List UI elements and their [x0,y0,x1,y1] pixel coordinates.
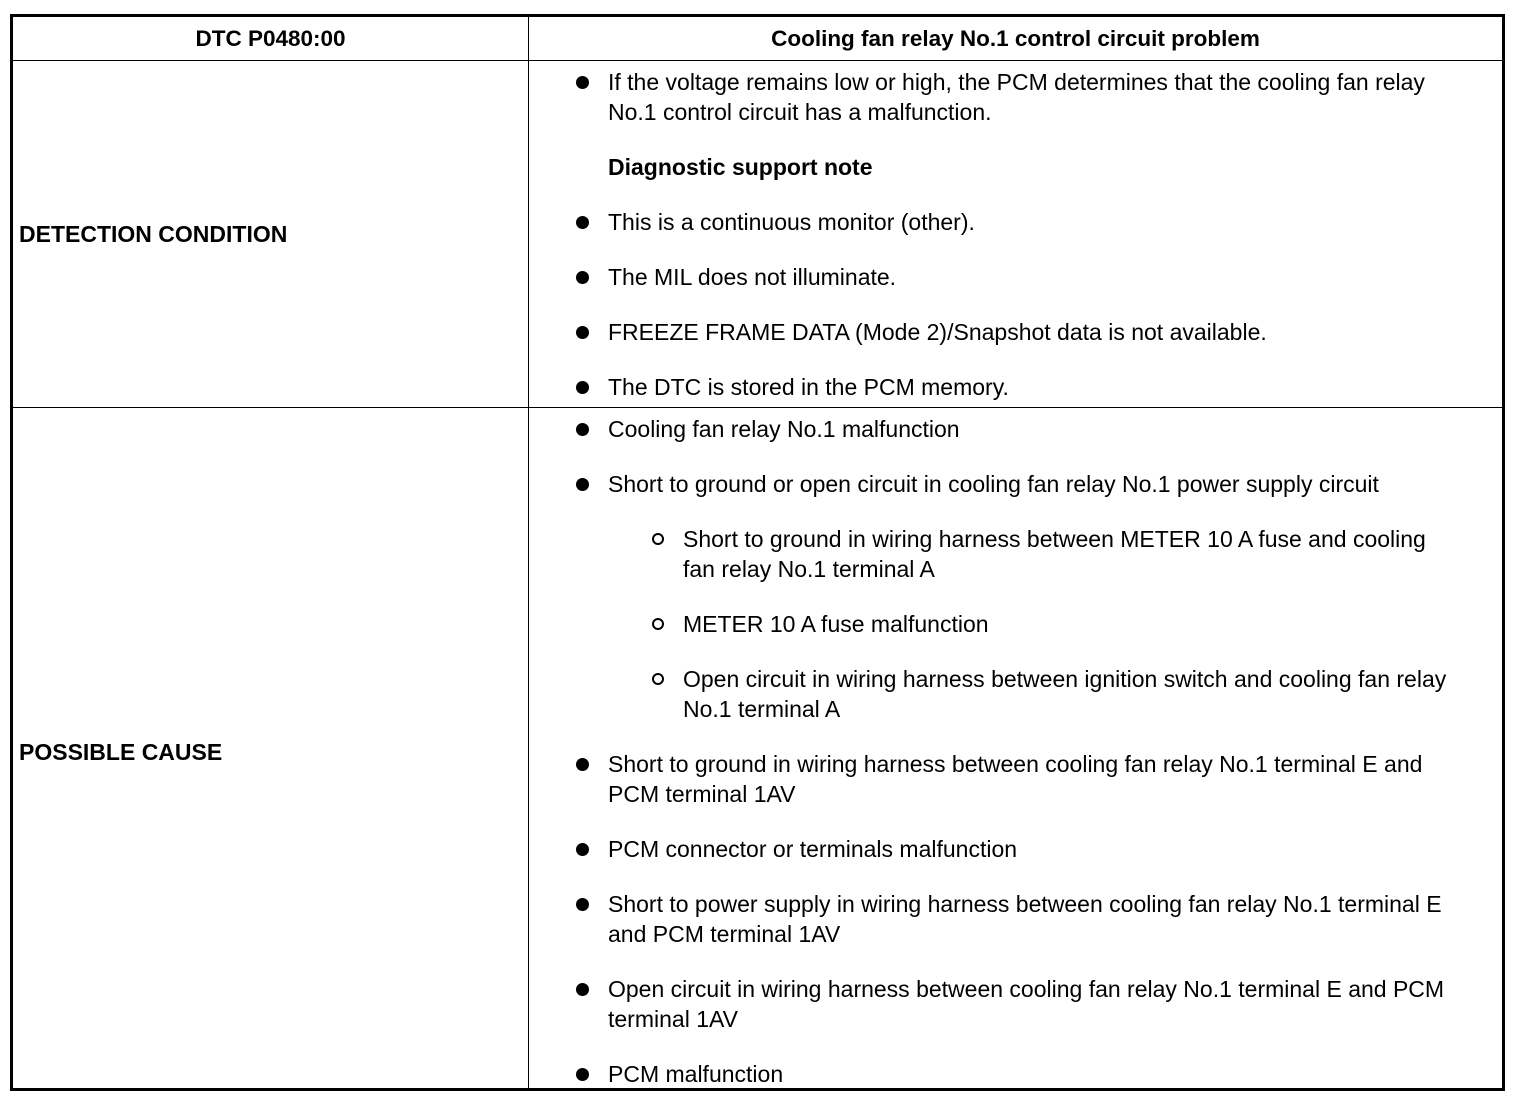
detection-condition-label: DETECTION CONDITION [19,221,288,247]
bullet-icon [576,758,589,771]
cause-item: Open circuit in wiring harness between cooling fan relay No.1 terminal E and PCM terminal 1AV [608,976,1445,1032]
sub-bullet-icon [652,673,664,685]
bullet-icon [576,423,589,436]
row-divider [13,407,1502,408]
note-item: FREEZE FRAME DATA (Mode 2)/Snapshot data is not available. [608,319,1267,345]
bullet-icon [576,843,589,856]
bullet-icon [576,983,589,996]
cause-item: Short to power supply in wiring harness between cooling fan relay No.1 terminal E and PCM terminal 1AV [608,891,1442,947]
cause-sub-item: Open circuit in wiring harness between ignition switch and cooling fan relay No.1 terminal A [683,666,1447,722]
bullet-icon [576,76,589,89]
bullet-icon [576,381,589,394]
cause-item: PCM malfunction [608,1061,784,1087]
cause-sub-item: METER 10 A fuse malfunction [683,611,989,637]
note-item: This is a continuous monitor (other). [608,209,975,235]
sub-bullet-icon [652,533,664,545]
cause-item: Short to ground or open circuit in cooling fan relay No.1 power supply circuit [608,471,1379,497]
bullet-icon [576,478,589,491]
column-divider [528,17,529,1088]
bullet-icon [576,1068,589,1081]
possible-cause-label: POSSIBLE CAUSE [19,739,223,765]
bullet-icon [576,326,589,339]
diagnostic-note-title: Diagnostic support note [608,154,873,180]
note-item: The DTC is stored in the PCM memory. [608,374,1009,400]
bullet-icon [576,898,589,911]
bullet-icon [576,216,589,229]
cause-item: PCM connector or terminals malfunction [608,836,1018,862]
cause-item: Short to ground in wiring harness between cooling fan relay No.1 terminal E and PCM terminal 1AV [608,751,1423,807]
dtc-code-header: DTC P0480:00 [195,26,346,51]
cause-item: Cooling fan relay No.1 malfunction [608,416,960,442]
bullet-icon [576,271,589,284]
cause-sub-item: Short to ground in wiring harness between METER 10 A fuse and cooling fan relay No.1 terminal A [683,526,1426,582]
sub-bullet-icon [652,618,664,630]
dtc-table [10,14,1505,1091]
dtc-title-header: Cooling fan relay No.1 control circuit problem [771,26,1260,51]
detection-item: If the voltage remains low or high, the PCM determines that the cooling fan relay No.1 control circuit has a malfunction. [608,69,1425,125]
note-item: The MIL does not illuminate. [608,264,897,290]
